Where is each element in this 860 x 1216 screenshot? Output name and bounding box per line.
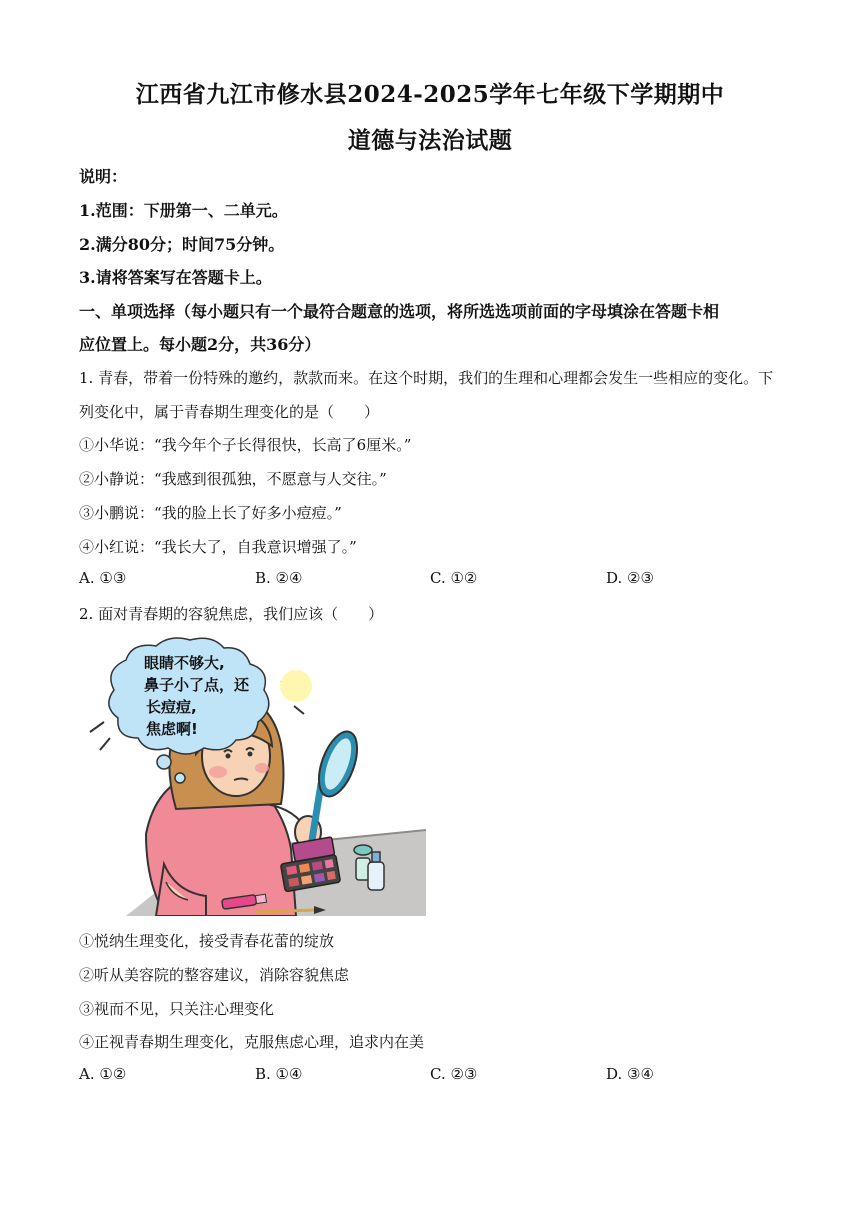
question-1-stem: 1. 青春，带着一份特殊的邀约，款款而来。在这个时期，我们的生理和心理都会发生一些相应的变化。下: [79, 369, 774, 387]
q2-option-d[interactable]: D. ③④: [606, 1065, 654, 1083]
q2-option-a[interactable]: A. ①②: [79, 1065, 127, 1083]
q1-option-c[interactable]: C. ①②: [430, 569, 478, 587]
bubble-text-line: 眼睛不够大,: [144, 654, 225, 672]
bubble-text-line: 长痘痘,: [146, 698, 197, 716]
q1-option-d[interactable]: D. ②③: [606, 569, 654, 587]
bubble-text-line: 鼻子小了点，还: [144, 676, 250, 694]
q2-option-b[interactable]: B. ①④: [255, 1065, 303, 1083]
q2-option-c[interactable]: C. ②③: [430, 1065, 478, 1083]
exam-title: 江西省九江市修水县2024-2025学年七年级下学期期中: [135, 81, 725, 108]
section-heading-cont: 应位置上。每小题2分，共36分）: [79, 335, 321, 354]
bubble-text-line: 焦虑啊!: [146, 720, 198, 738]
q1-statement: ③小鹏说：“我的脸上长了好多小痘痘。”: [79, 504, 342, 522]
note-item: 1.范围：下册第一、二单元。: [79, 201, 288, 220]
q1-statement: ②小静说：“我感到很孤独，不愿意与人交往。”: [79, 470, 387, 488]
girl-mirror-illustration: [86, 634, 426, 916]
q1-statement: ①小华说：“我今年个子长得很快，长高了6厘米。”: [79, 436, 412, 454]
question-1-stem-cont: 列变化中，属于青春期生理变化的是（ ）: [79, 403, 380, 421]
q2-statement: ②听从美容院的整容建议，消除容貌焦虑: [79, 966, 350, 984]
q1-option-a[interactable]: A. ①③: [79, 569, 127, 587]
q1-statement: ④小红说：“我长大了，自我意识增强了。”: [79, 538, 357, 556]
exam-subtitle: 道德与法治试题: [347, 127, 513, 154]
q2-statement: ④正视青春期生理变化，克服焦虑心理，追求内在美: [79, 1033, 425, 1051]
notes-heading: 说明：: [79, 167, 128, 186]
q2-statement: ①悦纳生理变化，接受青春花蕾的绽放: [79, 932, 335, 950]
question-2-stem: 2. 面对青春期的容貌焦虑，我们应该（ ）: [79, 605, 384, 623]
q2-statement: ③视而不见，只关注心理变化: [79, 1000, 275, 1018]
note-item: 2.满分80分；时间75分钟。: [79, 235, 285, 254]
section-heading: 一、单项选择（每小题只有一个最符合题意的选项，将所选选项前面的字母填涂在答题卡相: [79, 302, 720, 321]
note-item: 3.请将答案写在答题卡上。: [79, 268, 272, 287]
q1-option-b[interactable]: B. ②④: [255, 569, 303, 587]
